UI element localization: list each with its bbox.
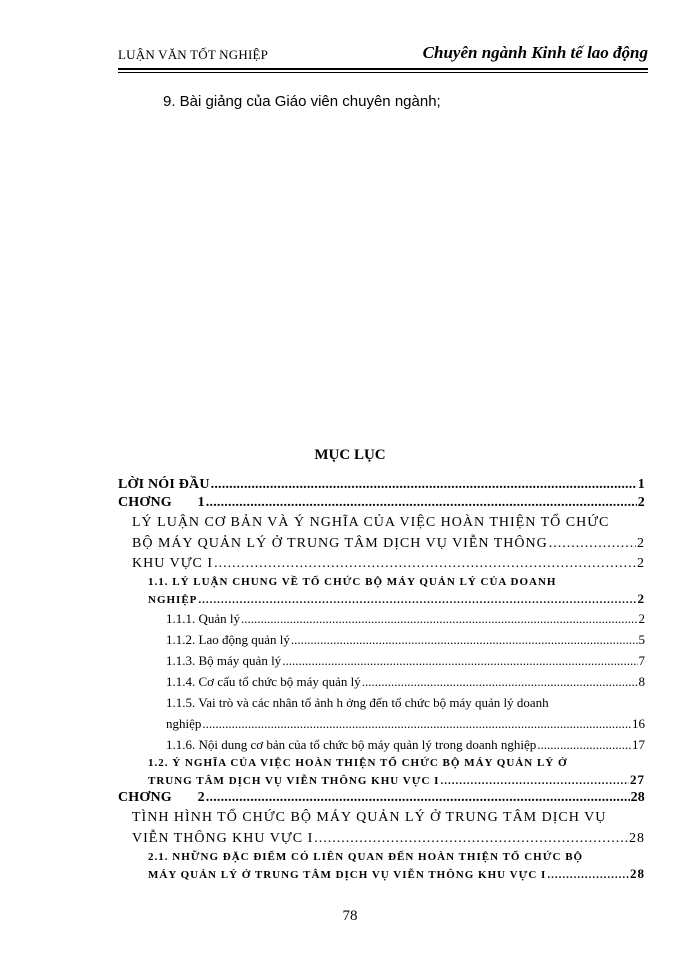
toc-entry-label: 1.1.3. Bộ máy quản lý bbox=[166, 653, 282, 668]
toc-entry[interactable] bbox=[118, 671, 645, 692]
toc-entry-page: 7 bbox=[638, 653, 645, 668]
header-right-title: Chuyên ngành Kinh tế lao động bbox=[422, 43, 648, 62]
toc-leader bbox=[547, 866, 629, 884]
toc-entry-label-line1: 1.1.5. Vai trò và các nhân tố ảnh h ởng đến tổ chức bộ máy quản lý doanh bbox=[166, 695, 549, 710]
toc-entry-label: CHƠNG 2 bbox=[118, 790, 205, 805]
toc-entry[interactable] bbox=[118, 755, 645, 789]
toc-entry-page: 2 bbox=[637, 536, 645, 551]
toc-leader bbox=[214, 554, 636, 574]
page-number: 78 bbox=[342, 908, 358, 924]
header-left-title: LUẬN VĂN TỐT NGHIỆP bbox=[118, 47, 269, 62]
toc-leader bbox=[211, 476, 637, 494]
toc-entry-label-line2: MÁY QUẢN LÝ Ở TRUNG TÂM DỊCH VỤ VIỄN THÔNG KHU VỰC I bbox=[148, 869, 547, 881]
toc-entry-label: KHU VỰC I bbox=[132, 556, 214, 571]
header-rule-thin bbox=[118, 72, 648, 73]
toc-leader bbox=[362, 671, 638, 692]
toc-entry-label: 1.1.2. Lao động quản lý bbox=[166, 632, 290, 647]
toc-leader bbox=[537, 734, 631, 755]
toc-entry[interactable] bbox=[118, 554, 645, 574]
toc-entry-label-line1: 2.1. NHỮNG ĐẶC ĐIỂM CÓ LIÊN QUAN ĐẾN HOÀN THIỆN TỔ CHỨC BỘ bbox=[148, 851, 584, 863]
toc-entry-page: 16 bbox=[632, 716, 645, 731]
toc-leader bbox=[314, 829, 628, 849]
toc-leader bbox=[206, 494, 637, 512]
toc-entry-page: 8 bbox=[638, 674, 645, 689]
toc-entry-label: 1.1.1. Quản lý bbox=[166, 611, 241, 626]
toc-entry-page: 28 bbox=[630, 790, 645, 805]
toc-entry-page: 2 bbox=[637, 591, 645, 606]
header-rule-thick bbox=[118, 68, 648, 70]
toc-leader bbox=[202, 713, 631, 734]
toc-leader bbox=[440, 772, 629, 790]
table-of-contents bbox=[118, 476, 645, 883]
toc-entry-page: 17 bbox=[632, 737, 645, 752]
toc-entry[interactable] bbox=[118, 807, 645, 849]
toc-entry[interactable] bbox=[118, 608, 645, 629]
toc-entry-label-line1: 1.1. LÝ LUẬN CHUNG VỀ TỔ CHỨC BỘ MÁY QUẢN LÝ CỦA DOANH bbox=[148, 576, 557, 588]
reference-item: 9. Bài giảng của Giáo viên chuyên ngành; bbox=[163, 93, 441, 110]
toc-entry-label: 1.1.4. Cơ cấu tổ chức bộ máy quản lý bbox=[166, 674, 361, 689]
toc-entry[interactable] bbox=[118, 574, 645, 608]
toc-entry-label-line2: VIỄN THÔNG KHU VỰC I bbox=[132, 831, 314, 846]
toc-entry-page: 27 bbox=[630, 772, 645, 787]
header-bar bbox=[118, 43, 648, 69]
toc-entry[interactable] bbox=[118, 629, 645, 650]
toc-entry[interactable] bbox=[118, 789, 645, 807]
toc-leader bbox=[282, 650, 637, 671]
toc-title: MỤC LỤC bbox=[314, 447, 386, 463]
toc-entry-page: 1 bbox=[637, 477, 645, 492]
toc-leader bbox=[241, 608, 637, 629]
toc-leader bbox=[291, 629, 638, 650]
toc-entry[interactable] bbox=[118, 692, 645, 734]
toc-entry[interactable] bbox=[118, 476, 645, 494]
toc-entry[interactable] bbox=[118, 494, 645, 512]
toc-entry-label-line1: LÝ LUẬN CƠ BẢN VÀ Ý NGHĨA CỦA VIỆC HOÀN THIỆN TỔ CHỨC bbox=[132, 515, 610, 530]
toc-entry-label-line2: TRUNG TÂM DỊCH VỤ VIỄN THÔNG KHU VỰC I bbox=[148, 775, 440, 787]
toc-entry[interactable] bbox=[118, 650, 645, 671]
toc-entry-page: 2 bbox=[637, 556, 645, 571]
toc-entry[interactable] bbox=[118, 849, 645, 883]
toc-entry-label-line2: NGHIỆP bbox=[148, 594, 198, 606]
toc-entry-label-line1: TÌNH HÌNH TỔ CHỨC BỘ MÁY QUẢN LÝ Ở TRUNG TÂM DỊCH VỤ bbox=[132, 810, 607, 825]
toc-leader bbox=[206, 789, 630, 807]
toc-entry-page: 2 bbox=[637, 495, 645, 510]
toc-entry-label: 1.1.6. Nội dung cơ bản của tổ chức bộ máy quản lý trong doanh nghiệp bbox=[166, 737, 537, 752]
toc-entry-page: 28 bbox=[629, 831, 645, 846]
toc-leader bbox=[198, 591, 636, 609]
toc-entry[interactable] bbox=[118, 734, 645, 755]
toc-entry-page: 2 bbox=[638, 611, 645, 626]
toc-entry-label-line1: 1.2. Ý NGHĨA CỦA VIỆC HOÀN THIỆN TỔ CHỨC BỘ MÁY QUẢN LÝ Ở bbox=[148, 757, 568, 769]
toc-entry-label: LỜI NÓI ĐẦU bbox=[118, 477, 210, 492]
toc-entry-label: CHƠNG 1 bbox=[118, 495, 205, 510]
toc-entry-page: 5 bbox=[638, 632, 645, 647]
toc-entry-label-line2: BỘ MÁY QUẢN LÝ Ở TRUNG TÂM DỊCH VỤ VIỄN THÔNG bbox=[132, 536, 548, 551]
toc-entry-page: 28 bbox=[630, 866, 645, 881]
toc-entry[interactable] bbox=[118, 512, 645, 554]
toc-entry-label-line2: nghiệp bbox=[166, 716, 202, 731]
toc-leader bbox=[549, 534, 636, 554]
